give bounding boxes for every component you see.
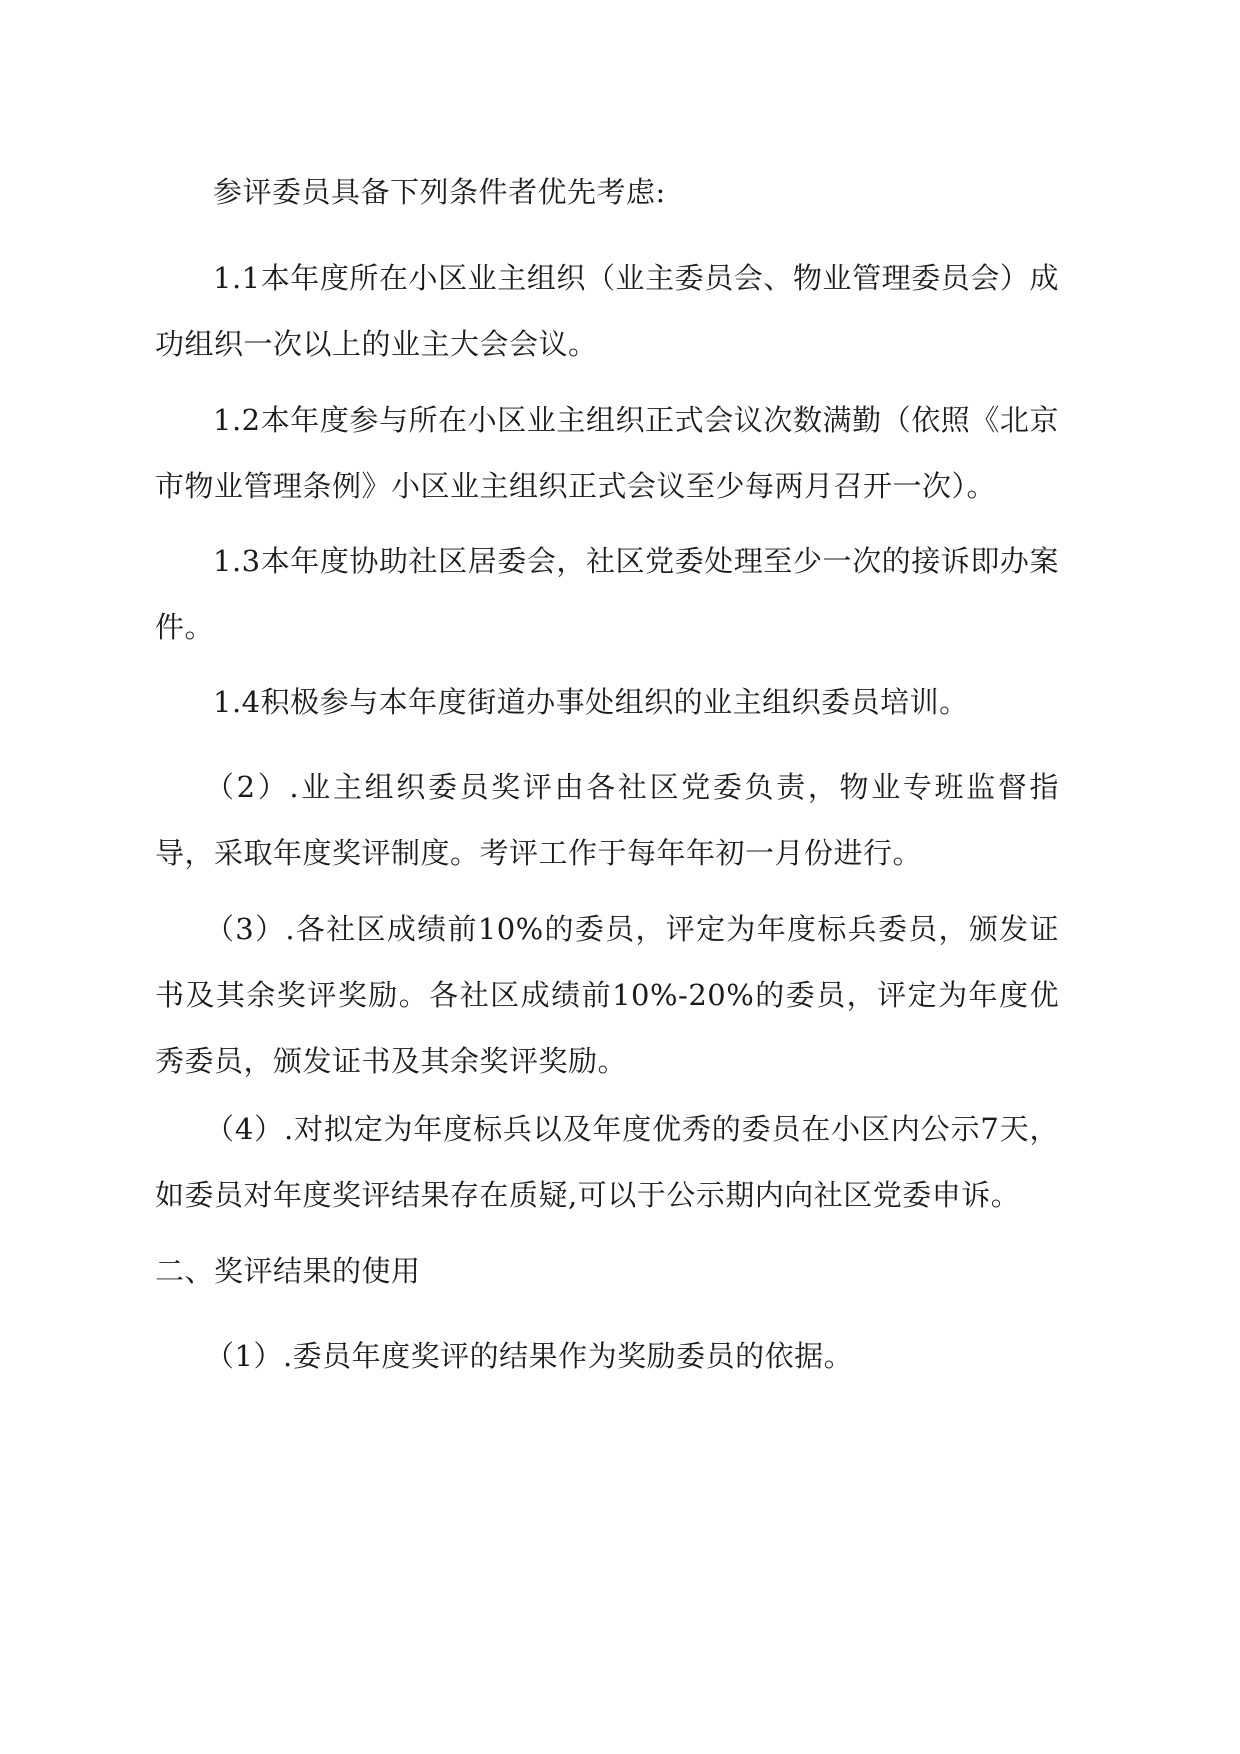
paragraph-condition-1-1: 1.1本年度所在小区业主组织（业主委员会、物业管理委员会）成功组织一次以上的业主大会会议。 xyxy=(155,261,1059,361)
paragraph-item-3: （3）.各社区成绩前10%的委员，评定为年度标兵委员，颁发证书及其余奖评奖励。各社区成绩前10%-20%的委员，评定为年度优秀委员，颁发证书及其余奖评奖励。 xyxy=(155,912,1059,1078)
paragraph-results-item-1: （1）.委员年度奖评的结果作为奖励委员的依据。 xyxy=(205,1339,854,1373)
paragraph-preferred-conditions: 参评委员具备下列条件者优先考虑: xyxy=(213,175,666,209)
paragraph-condition-1-2: 1.2本年度参与所在小区业主组织正式会议次数满勤（依照《北京市物业管理条例》小区业主组织正式会议至少每两月召开一次）。 xyxy=(155,403,1059,503)
paragraph-item-2: （2）.业主组织委员奖评由各社区党委负责，物业专班监督指导，采取年度奖评制度。考评工作于每年年初一月份进行。 xyxy=(155,770,1059,870)
paragraph-condition-1-4: 1.4积极参与本年度街道办事处组织的业主组织委员培训。 xyxy=(213,685,969,719)
paragraph-item-4: （4）.对拟定为年度标兵以及年度优秀的委员在小区内公示7天，如委员对年度奖评结果存在质疑,可以于公示期内向社区党委申诉。 xyxy=(155,1112,1059,1212)
section-heading-results-usage: 二、奖评结果的使用 xyxy=(155,1254,421,1288)
paragraph-condition-1-3: 1.3本年度协助社区居委会，社区党委处理至少一次的接诉即办案件。 xyxy=(155,544,1059,644)
